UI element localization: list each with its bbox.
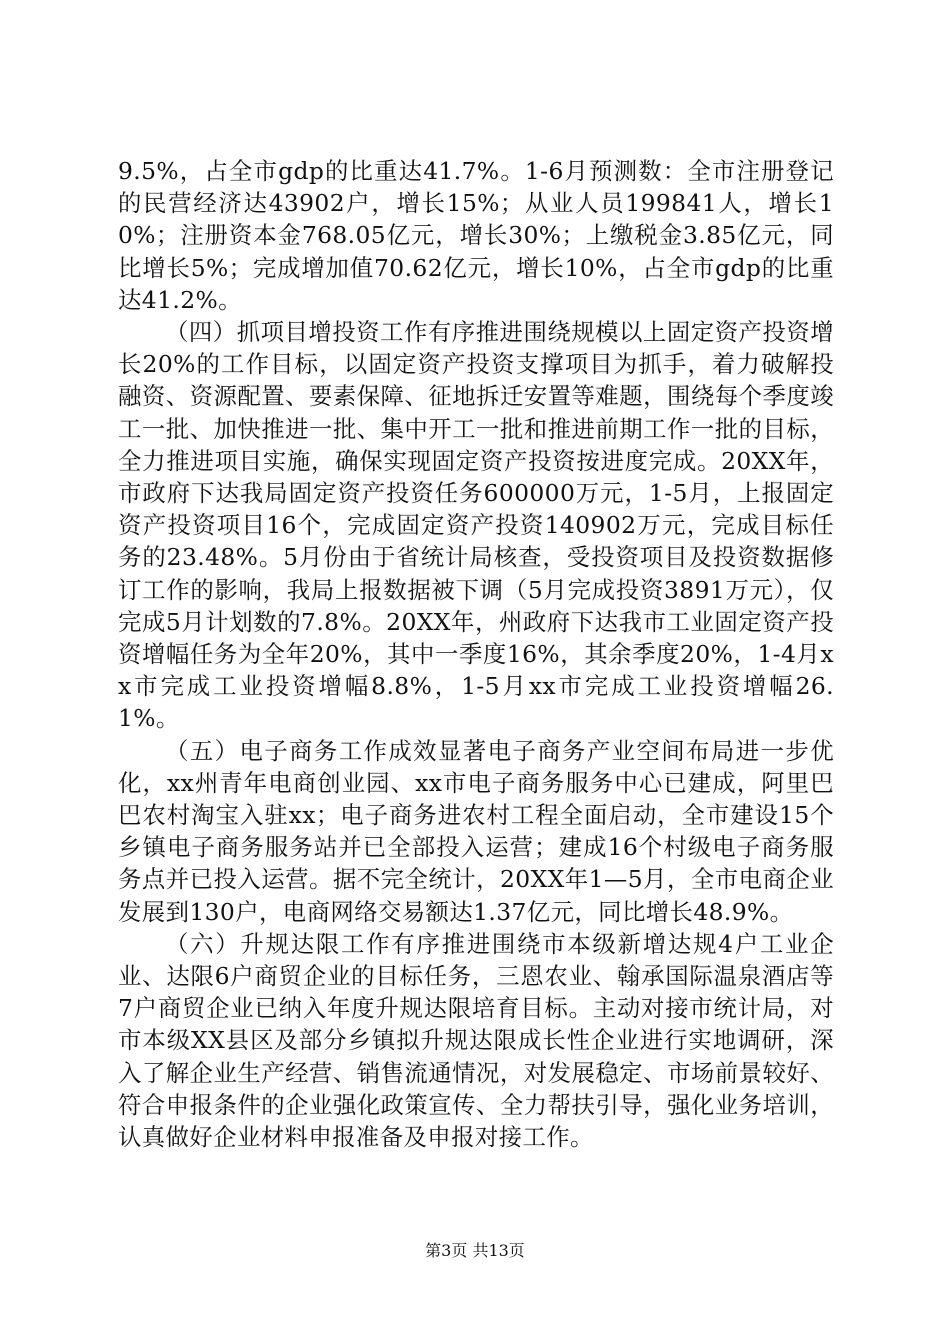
page-number-footer: 第3页 共13页 [425,1241,525,1260]
paragraph-section-four-investment: （四）抓项目增投资工作有序推进围绕规模以上固定资产投资增长20%的工作目标，以固定资产投资支撑项目为抓手，着力破解投融资、资源配置、要素保障、征地拆迁安置等难题，围绕每个季度竣工一批、加快推进一批、集中开工一批和推进前期工作一批的目标，全力推进项目实施，确保实现固定资产投资按进度完成。20XX年，市政府下达我局固定资产投资任务600000万元，1-5月，上报固定资产投资项目16个，完成固定资产投资140902万元，完成目标任务的23.48%。5月份由于省统计局核查，受投资项目及投资数据修订工作的影响，我局上报数据被下调（5月完成投资3891万元），仅完成5月计划数的7.8%。20XX年，州政府下达我市工业固定资产投资增幅任务为全年20%，其中一季度16%，其余季度20%，1-4月xx市完成工业投资增幅8.8%，1-5月xx市完成工业投资增幅26.1%。 [118,318,834,733]
paragraph-statistics-continued: 9.5%，占全市gdp的比重达41.7%。1-6月预测数：全市注册登记的民营经济达43902户，增长15%；从业人员199841人，增长10%；注册资本金768.05亿元，增长30%；上缴税金3.85亿元，同比增长5%；完成增加值70.62亿元，增长10%，占全市gdp的比重达41.2%。 [118,157,834,314]
paragraph-section-six-upgrade: （六）升规达限工作有序推进围绕市本级新增达规4户工业企业、达限6户商贸企业的目标任务，三恩农业、翰承国际温泉酒店等7户商贸企业已纳入年度升规达限培育目标。主动对接市统计局，对市本级XX县区及部分乡镇拟升规达限成长性企业进行实地调研，深入了解企业生产经营、销售流通情况，对发展稳定、市场前景较好、符合申报条件的企业强化政策宣传、全力帮扶引导，强化业务培训，认真做好企业材料申报准备及申报对接工作。 [118,929,834,1152]
document-body [118,155,834,1153]
paragraph-section-five-ecommerce: （五）电子商务工作成效显著电子商务产业空间布局进一步优化，xx州青年电商创业园、xx市电子商务服务中心已建成，阿里巴巴农村淘宝入驻xx；电子商务进农村工程全面启动，全市建设15个乡镇电子商务服务站并已全部投入运营；建成16个村级电子商务服务点并已投入运营。据不完全统计，20XX年1—5月，全市电商企业发展到130户，电商网络交易额达1.37亿元，同比增长48.9%。 [118,736,834,926]
